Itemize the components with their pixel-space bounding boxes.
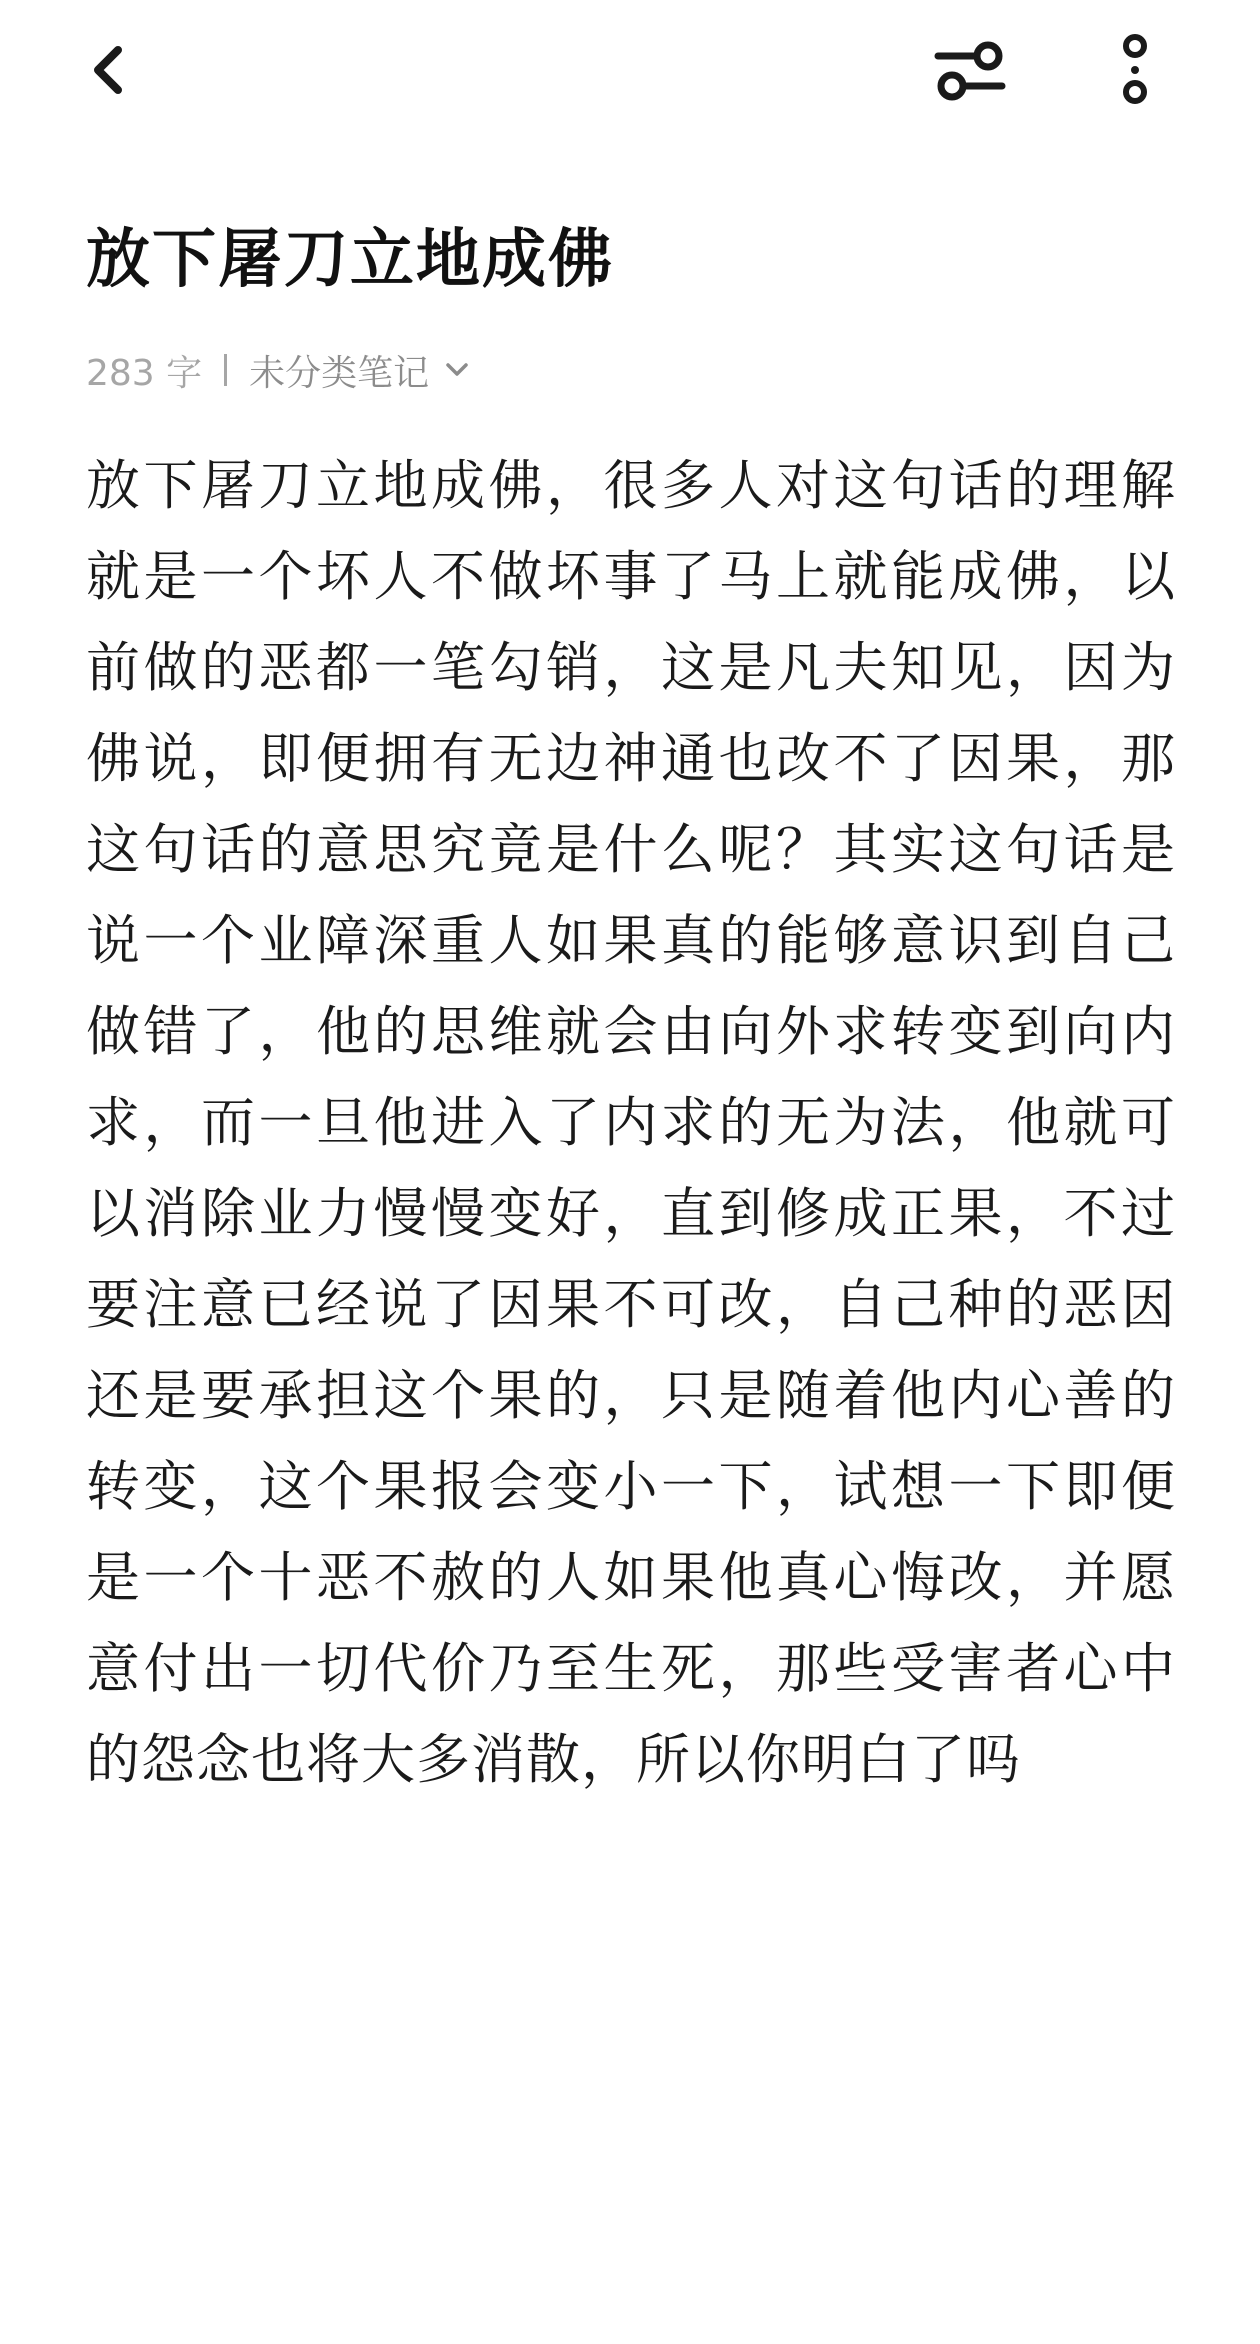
word-count: 283 字 bbox=[86, 352, 203, 394]
category-label: 未分类笔记 bbox=[249, 352, 430, 394]
meta-divider bbox=[224, 354, 227, 386]
more-vertical-icon bbox=[1115, 30, 1155, 110]
chevron-left-icon bbox=[80, 40, 140, 100]
top-toolbar bbox=[0, 0, 1260, 150]
chevron-down-icon bbox=[443, 356, 471, 384]
note-title[interactable]: 放下屠刀立地成佛 bbox=[86, 223, 614, 297]
filter-button[interactable] bbox=[920, 20, 1020, 120]
back-button[interactable] bbox=[60, 20, 160, 120]
note-content[interactable]: 放下屠刀立地成佛，很多人对这句话的理解就是一个坏人不做坏事了马上就能成佛，以前做的恶都一笔勾销，这是凡夫知见，因为佛说，即便拥有无边神通也改不了因果，那这句话的意思究竟是什么呢？其实这句话是说一个业障深重人如果真的能够意识到自己做错了，他的思维就会由向外求转变到向内求，而一旦他进入了内求的无为法，他就可以消除业力慢慢变好，直到修成正果，不过要注意已经说了因果不可改，自己种的恶因还是要承担这个果的，只是随着他内心善的转变，这个果报会变小一下，试想一下即便是一个十恶不赦的人如果他真心悔改，并愿意付出一切代价乃至生死，那些受害者心中的怨念也将大多消散，所以你明白了吗 bbox=[86, 454, 1176, 1791]
category-selector[interactable] bbox=[249, 345, 471, 396]
more-options-button[interactable] bbox=[1085, 20, 1185, 120]
note-meta bbox=[86, 340, 471, 400]
sliders-icon bbox=[930, 30, 1010, 110]
